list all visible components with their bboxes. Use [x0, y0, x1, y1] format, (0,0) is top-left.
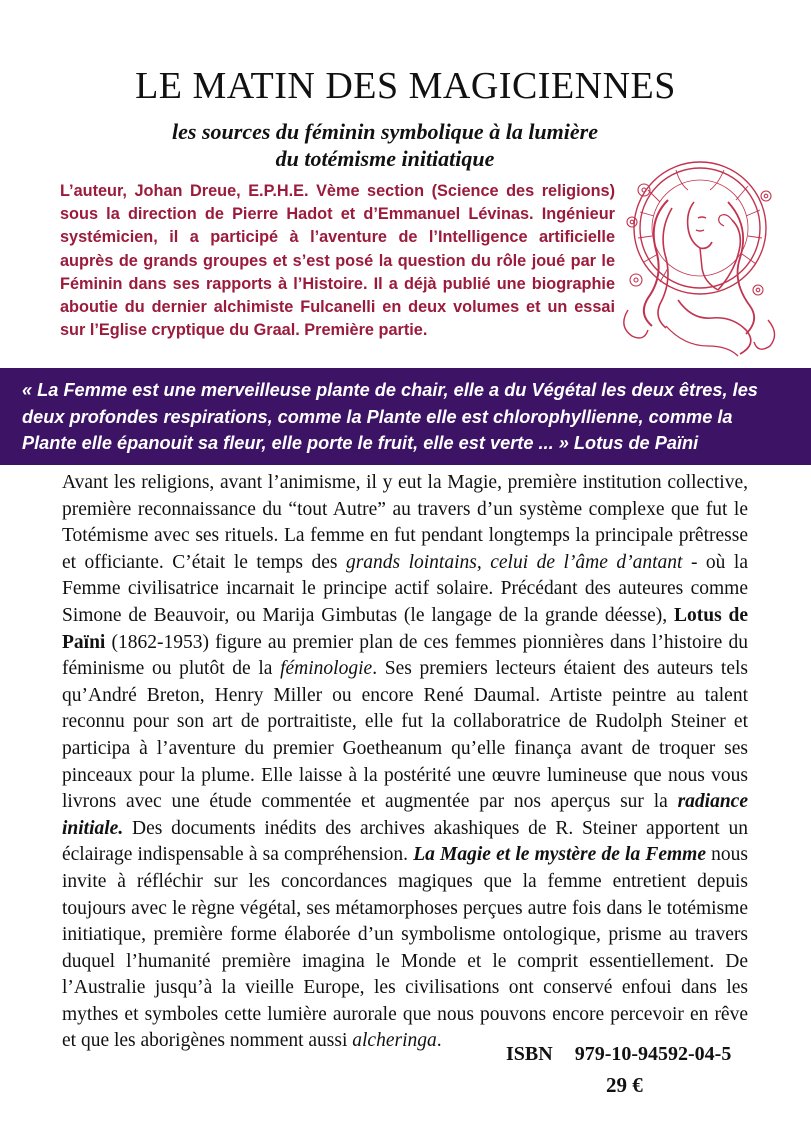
body-emphasis-3: radiance initiale. — [62, 791, 748, 839]
body-bold-name: Lotus de Païni — [62, 604, 748, 653]
body-text-3: (1862-1953) figure au premier plan de ces femmes pionnières dans l’histoire du féminisme ou plutôt de la — [62, 631, 748, 680]
quote-banner — [0, 368, 811, 465]
subtitle-line-1: les sources du féminin symbolique à la lumière — [172, 119, 598, 144]
author-bio — [60, 180, 615, 342]
body-text-7: . — [436, 1030, 442, 1052]
body-text-6: nous invite à réfléchir sur les concordances magiques que la femme entretient depuis toujours avec le règne végétal, ses métamorphoses perçues autre fois dans le totémisme initiatique, première forme élaborée d’un symbolisme ontologique, prisme au travers duquel l’humanité première imagina le Monde et le comprit essentiellement. De l’Australie jusqu’à la vieille Europe, les civilisations ont conservé enfoui dans les mythes et symboles cette lumière aurorale que nous pouvons encore percevoir en rêve et que les aborigènes nomment aussi — [62, 844, 749, 1052]
author-bio-text: L’auteur, Johan Dreue, E.P.H.E. Vème section (Science des religions) sous la direction de Pierre Hadot et d’Emmanuel Lévinas. Ingénieur systémicien, il a participé à l’aventure de l’Intelligence artificielle auprès de grands groupes et s’est posé la question du rôle joué par le Féminin dans ses rapports à l’Histoire. Il a déjà publié une biographie aboutie du dernier alchimiste Fulcanelli en deux volumes et un essai sur l’Eglise cryptique du Graal. Première partie. — [60, 182, 615, 340]
isbn — [506, 1043, 753, 1066]
subtitle-line-2: du totémisme initiatique — [275, 146, 495, 171]
isbn-number: 979-10-94592-04-5 — [574, 1043, 732, 1065]
body-text-2: - où la Femme civilisatrice incarnait le principe actif solaire. Précédant des auteures comme Simone de Beauvoir, ou Marija Gimbutas (le langage de la grande déesse), — [62, 551, 748, 626]
body-emphasis-2: féminologie — [280, 658, 373, 680]
body-text-4: . Ses premiers lecteurs étaient des auteurs tels qu’André Breton, Henry Miller ou encore René Daumal. Artiste peintre au talent reconnu pour son art de portraitiste, elle fut la collaboratrice de Rudolph Steiner et participa à l’aventure du premier Goetheanum qu’elle finança avant de troquer ses pinceaux pour la plume. Elle laisse à la postérité une œuvre lumineuse que nous vous livrons avec une étude commentée et augmentée par nos aperçus sur la — [62, 658, 748, 813]
isbn-label: ISBN — [506, 1043, 553, 1065]
body-emphasis-5: alcheringa — [352, 1030, 437, 1052]
quote-text: « La Femme est une merveilleuse plante de chair, elle a du Végétal les deux êtres, les deux profondes respirations, comme la Plante elle est chlorophyllienne, comme la Plante elle épanouit sa fleur, elle porte le fruit, elle est verte ... » Lotus de Païni — [22, 380, 758, 453]
body-text-5: Des documents inédits des archives akashiques de R. Steiner apportent un éclairage indispensable à sa compréhension. — [62, 817, 748, 866]
art-nouveau-woman-portrait-icon — [608, 150, 786, 362]
price: 29 € — [606, 1073, 643, 1097]
description-body — [62, 470, 748, 1055]
description-paragraph — [62, 470, 748, 1055]
body-text-1: Avant les religions, avant l’animisme, il y eut la Magie, première institution collective, première reconnaissance du “tout Autre” au travers d’un système complexe que fut le Totémisme avec ses rituels. La femme en fut pendant longtemps la principale prêtresse et officiante. C’était le temps des — [62, 472, 748, 573]
body-emphasis-1: grands lointains, celui de l’âme d’antant — [345, 551, 683, 573]
book-title: LE MATIN DES MAGICIENNES — [135, 65, 676, 107]
body-emphasis-4: La Magie et le mystère de la Femme — [413, 844, 707, 866]
